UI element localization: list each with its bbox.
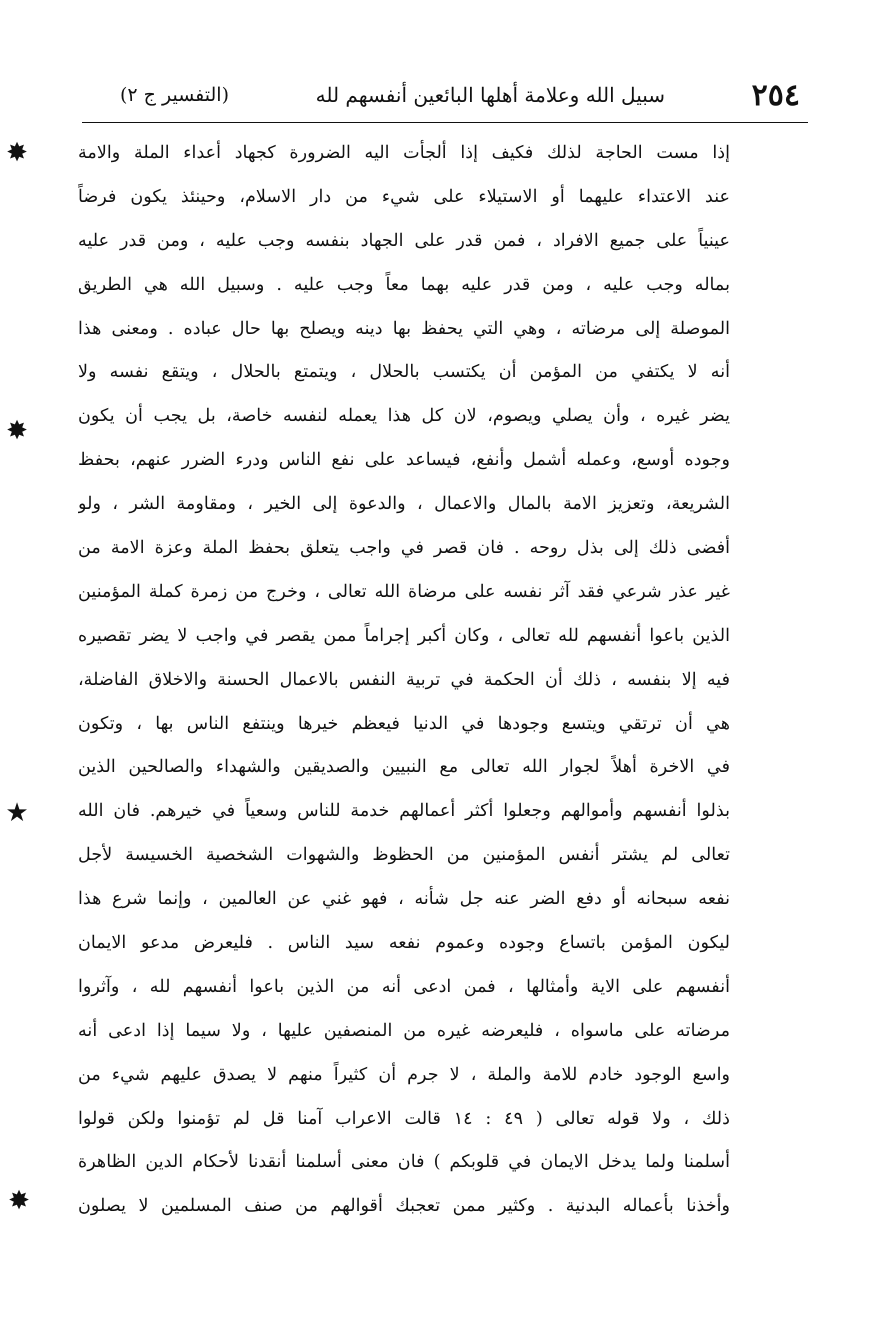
text-line: عينياً على جميع الافراد ، فمن قدر على الجهاد بنفسه وجب عليه ، ومن قدر عليه — [78, 230, 730, 251]
text-line: أسلمنا ولما يدخل الايمان في قلوبكم ) فان معنى أسلمنا أنقدنا لأحكام الدين الظاهرة — [78, 1152, 730, 1173]
text-line: أنه لا يكتفي من المؤمن أن يكتسب بالحلال ، ويتمتع بالحلال ، ويتقع نفسه ولا — [78, 362, 730, 383]
body-text — [78, 132, 730, 1229]
text-line: ليكون المؤمن باتساع وجوده وعموم نفعه سيد الناس . فليعرض مدعو الايمان — [78, 933, 730, 954]
page-header — [120, 70, 800, 120]
text-line: الشريعة، وتعزيز الامة بالمال والاعمال ، والدعوة إلى الخير ، ومقاومة الشر ، ولو — [78, 494, 730, 515]
header-rule — [82, 122, 808, 123]
text-line: وجوده أوسع، وعمله أشمل وأنفع، فيساعد على نفع الناس ودرء الضرر عنهم، بحفظ — [78, 450, 730, 471]
text-line: أنفسهم على الاية وأمثالها ، فمن ادعى أنه من الذين باعوا أنفسهم لله ، وآثروا — [78, 976, 730, 997]
volume-label: (التفسير ج ٢) — [120, 84, 229, 106]
star-icon: ✸ — [6, 416, 28, 446]
text-line: هي أن ترتقي ويتسع وجودها في الدنيا فيعظم خيرها وينتفع الناس بها ، وتكون — [78, 713, 730, 734]
text-line: تعالى لم يشتر أنفس المؤمنين من الحظوظ والشهوات الشخصية الخسيسة لأجل — [78, 845, 730, 866]
text-line: عند الاعتداء عليهما أو الاستيلاء على شيء من دار الاسلام، وحينئذ يكون فرضاً — [78, 186, 730, 207]
text-line: نفعه سبحانه أو دفع الضر عنه جل شأنه ، فهو غني عن العالمين ، وإنما شرع هذا — [78, 889, 730, 910]
text-line: مرضاته على ماسواه ، فليعرضه غيره من المنصفين عليها ، ولا سيما إذا ادعى أنه — [78, 1020, 730, 1041]
text-line: بماله وجب عليه ، ومن قدر عليه بهما معاً وجب عليه . وسبيل الله هي الطريق — [78, 274, 730, 295]
text-line: بذلوا أنفسهم وأموالهم وجعلوا أكثر أعمالهم خدمة للناس وسعياً في خيرهم. فان الله — [78, 801, 730, 822]
star-icon: ★ — [5, 798, 29, 828]
text-line: واسع الوجود خادم للامة والملة ، لا جرم أن كثيراً منهم لا يصدق عليهم شيء من — [78, 1064, 730, 1085]
text-line: غير عذر شرعي فقد آثر نفسه على مرضاة الله تعالى ، وخرج من زمرة كملة المؤمنين — [78, 581, 730, 602]
text-line: إذا مست الحاجة لذلك فكيف إذا ألجأت اليه الضرورة كجهاد أعداء الملة والامة — [78, 143, 730, 163]
star-icon: ✸ — [8, 1186, 30, 1216]
page-number: ٢٥٤ — [751, 77, 800, 113]
text-line: وأخذنا بأعماله البدنية . وكثير ممن تعجبك أقوالهم من صنف المسلمين لا يصلون — [78, 1196, 730, 1217]
text-line: الموصلة إلى مرضاته ، وهي التي يحفظ بها دينه ويصلح بها حال عباده . ومعنى هذا — [78, 318, 730, 339]
text-line: الذين باعوا أنفسهم لله تعالى ، وكان أكبر إجراماً ممن يقصر في واجب لا يضر تقصيره — [78, 625, 730, 646]
text-line: فيه إلا بنفسه ، ذلك أن الحكمة في تربية النفس بالاعمال الحسنة والاخلاق الفاضلة، — [78, 669, 730, 690]
text-line: أفضى ذلك إلى بذل روحه . فان قصر في واجب يتعلق بحفظ الملة وعزة الامة من — [78, 538, 730, 559]
star-icon: ✸ — [6, 138, 28, 168]
text-line: في الاخرة أهلاً لجوار الله تعالى مع النبيين والصديقين والشهداء والصالحين الذين — [78, 757, 730, 778]
text-line: يضر غيره ، وأن يصلي ويصوم، لان كل هذا يعمله لنفسه خاصة، بل يجب أن يكون — [78, 406, 730, 427]
running-title: سبيل الله وعلامة أهلها البائعين أنفسهم لله — [315, 83, 666, 107]
text-line: ذلك ، ولا قوله تعالى ( ٤٩ : ١٤ قالت الاعراب آمنا قل لم تؤمنوا ولكن قولوا — [78, 1108, 730, 1129]
